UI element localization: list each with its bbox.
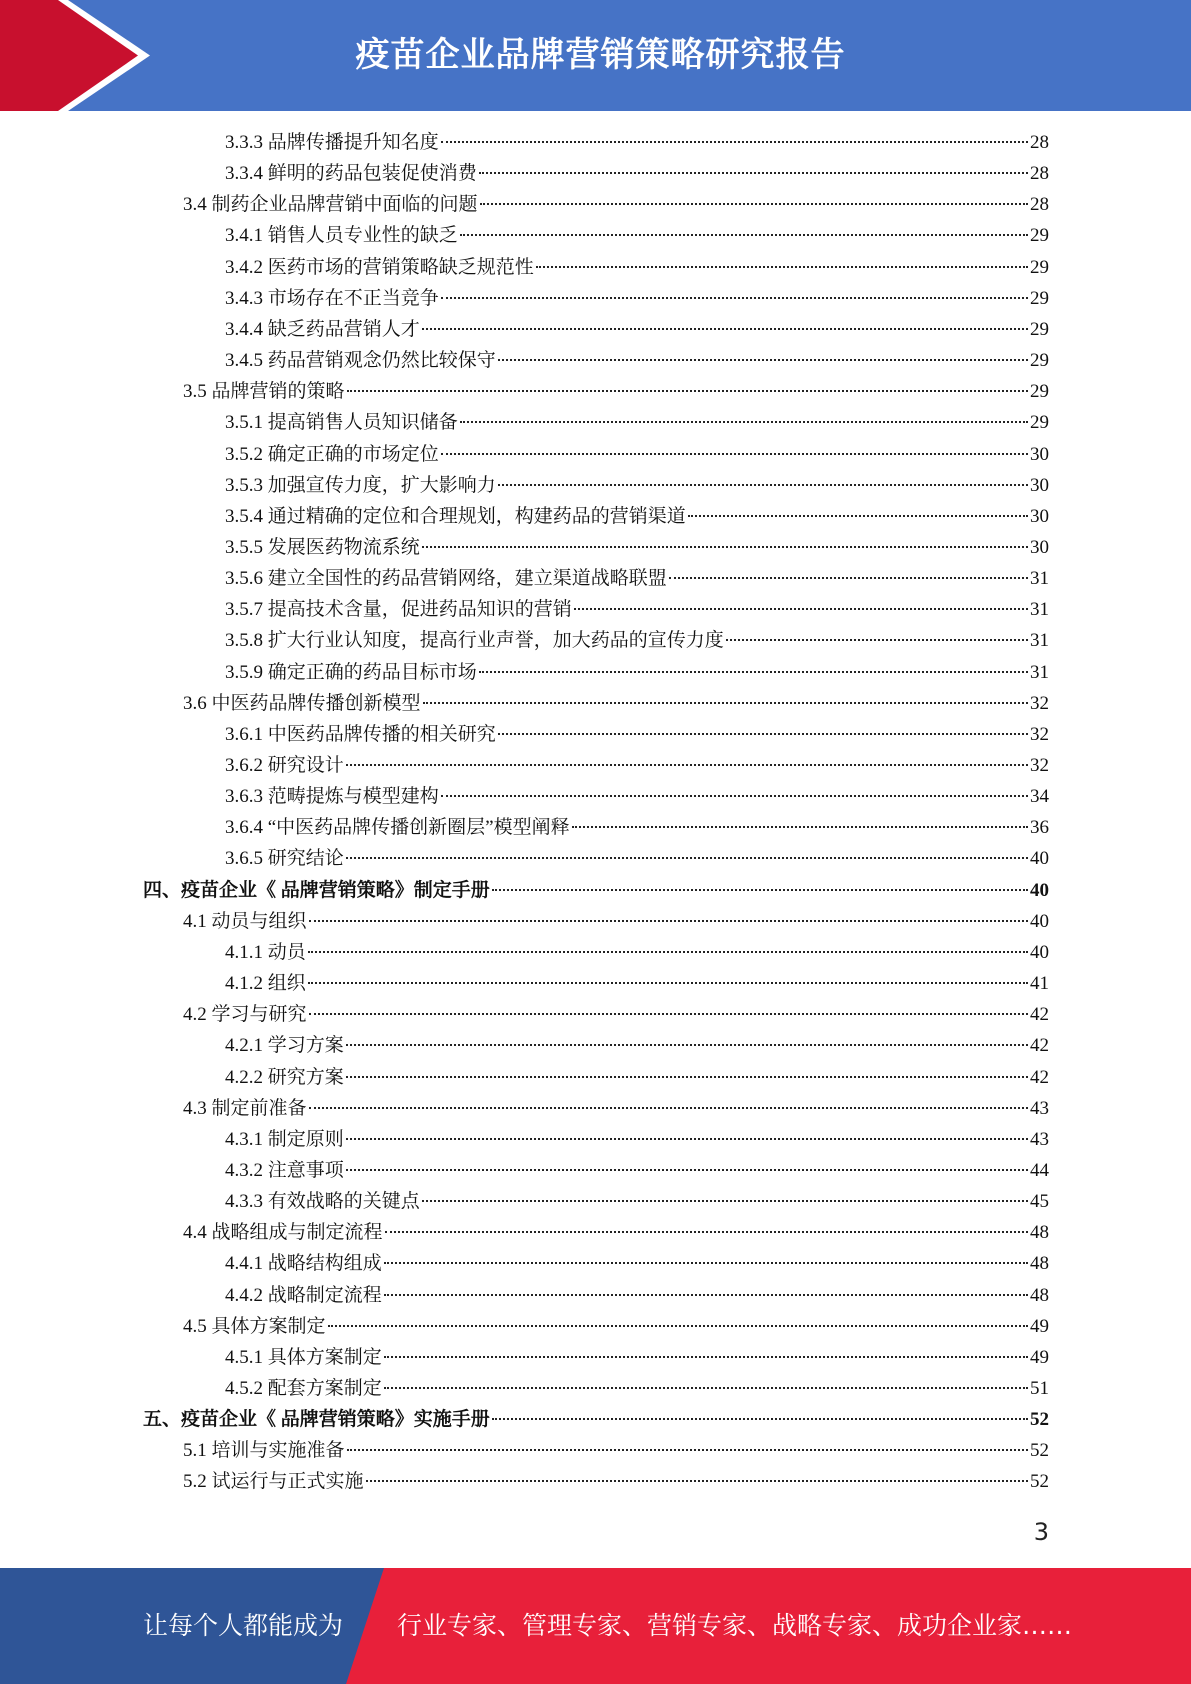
toc-entry[interactable]	[225, 1186, 1049, 1217]
toc-dot-leader	[498, 483, 1028, 486]
toc-entry-title: 3.6.5 研究结论	[225, 848, 344, 870]
toc-entry[interactable]	[225, 843, 1049, 874]
toc-entry-title: 3.6.4 “中医药品牌传播创新圈层”模型阐释	[225, 817, 570, 839]
toc-entry-page: 31	[1030, 599, 1049, 621]
toc-entry-title: 五、疫苗企业《 品牌营销策略》实施手册	[143, 1409, 490, 1431]
toc-entry[interactable]	[225, 158, 1049, 189]
toc-dot-leader	[347, 389, 1028, 392]
toc-dot-leader	[572, 825, 1028, 828]
toc-dot-leader	[726, 638, 1028, 641]
toc-entry-page: 29	[1030, 412, 1049, 434]
toc-dot-leader	[384, 1293, 1028, 1296]
toc-dot-leader	[346, 763, 1028, 766]
toc-dot-leader	[309, 1012, 1028, 1015]
toc-entry-page: 32	[1030, 755, 1049, 776]
toc-entry-page: 48	[1030, 1284, 1049, 1306]
toc-entry[interactable]	[225, 750, 1049, 781]
toc-entry-title: 3.5.9 确定正确的药品目标市场	[225, 661, 477, 683]
toc-dot-leader	[536, 265, 1028, 268]
toc-entry[interactable]	[225, 439, 1049, 470]
toc-dot-leader	[441, 296, 1028, 299]
toc-dot-leader	[347, 1448, 1028, 1451]
toc-dot-leader	[346, 1043, 1028, 1046]
toc-entry[interactable]	[225, 252, 1049, 283]
toc-dot-leader	[309, 919, 1028, 922]
toc-entry-page: 29	[1030, 318, 1049, 340]
toc-dot-leader	[574, 607, 1028, 610]
toc-entry-title: 3.4.3 市场存在不正当竞争	[225, 287, 439, 309]
toc-entry-title: 4.2.2 研究方案	[225, 1066, 344, 1088]
toc-entry-page: 49	[1030, 1346, 1049, 1368]
toc-entry-page: 29	[1030, 381, 1049, 403]
toc-entry-title: 4.3.1 制定原则	[225, 1128, 344, 1150]
toc-entry-title: 4.4.2 战略制定流程	[225, 1284, 382, 1306]
toc-dot-leader	[384, 1355, 1028, 1358]
toc-dot-leader	[328, 1324, 1028, 1327]
toc-entry-title: 4.2.1 学习方案	[225, 1035, 344, 1057]
toc-entry[interactable]	[225, 1030, 1049, 1061]
toc-entry-title: 3.5.6 建立全国性的药品营销网络，建立渠道战略联盟	[225, 568, 667, 590]
toc-entry[interactable]	[225, 1124, 1049, 1155]
toc-entry-title: 3.4.2 医药市场的营销策略缺乏规范性	[225, 256, 534, 278]
toc-entry-title: 3.4.1 销售人员专业性的缺乏	[225, 225, 458, 247]
toc-entry-page: 52	[1030, 1440, 1049, 1462]
toc-entry-page: 30	[1030, 474, 1049, 496]
toc-entry[interactable]	[183, 1466, 1049, 1497]
toc-entry[interactable]	[225, 657, 1049, 688]
toc-entry-title: 3.3.4 鲜明的药品包装促使消费	[225, 163, 477, 185]
toc-entry-title: 4.3 制定前准备	[183, 1097, 307, 1119]
toc-entry[interactable]	[225, 1342, 1049, 1373]
toc-dot-leader	[460, 233, 1028, 236]
toc-entry-title: 5.1 培训与实施准备	[183, 1440, 345, 1462]
toc-entry[interactable]	[225, 719, 1049, 750]
toc-dot-leader	[423, 701, 1028, 704]
toc-dot-leader	[479, 171, 1028, 174]
toc-entry-title: 3.5.7 提高技术含量，促进药品知识的营销	[225, 599, 572, 621]
toc-entry-page: 28	[1030, 163, 1049, 185]
toc-entry-page: 51	[1030, 1378, 1049, 1399]
toc-entry-page: 42	[1030, 1004, 1049, 1026]
toc-entry[interactable]	[225, 1248, 1049, 1279]
toc-entry-page: 30	[1030, 443, 1049, 465]
footer-slogan-right: 行业专家、管理专家、营销专家、战略专家、成功企业家……	[397, 1611, 1073, 1640]
toc-entry[interactable]	[183, 189, 1049, 220]
toc-entry-page: 29	[1030, 225, 1049, 247]
toc-entry-page: 29	[1030, 287, 1049, 309]
toc-entry[interactable]	[183, 1217, 1049, 1248]
toc-entry-title: 3.5.5 发展医药物流系统	[225, 536, 420, 558]
toc-entry-page: 43	[1030, 1097, 1049, 1119]
toc-entry[interactable]	[225, 532, 1049, 563]
toc-dot-leader	[498, 732, 1028, 735]
toc-entry-title: 4.3.2 注意事项	[225, 1159, 344, 1181]
toc-entry-title: 4.4 战略组成与制定流程	[183, 1222, 383, 1244]
toc-entry-page: 40	[1030, 941, 1049, 963]
toc-dot-leader	[498, 358, 1028, 361]
toc-entry-page: 30	[1030, 505, 1049, 527]
toc-entry-title: 3.6 中医药品牌传播创新模型	[183, 692, 421, 714]
footer-band	[0, 1568, 1191, 1684]
toc-entry[interactable]	[225, 314, 1049, 345]
toc-dot-leader	[480, 202, 1028, 205]
toc-entry-page: 52	[1030, 1471, 1049, 1493]
toc-entry[interactable]	[225, 127, 1049, 158]
toc-entry-title: 4.5.2 配套方案制定	[225, 1378, 382, 1399]
toc-entry-page: 31	[1030, 661, 1049, 683]
toc-entry-title: 4.4.1 战略结构组成	[225, 1253, 382, 1275]
toc-entry[interactable]	[225, 1155, 1049, 1186]
toc-entry-page: 45	[1030, 1191, 1049, 1213]
toc-dot-leader	[460, 420, 1028, 423]
toc-dot-leader	[384, 1386, 1028, 1389]
toc-entry-page: 30	[1030, 536, 1049, 558]
toc-entry-page: 42	[1030, 1066, 1049, 1088]
toc-entry[interactable]	[225, 1062, 1049, 1093]
toc-entry-page: 31	[1030, 568, 1049, 590]
toc-entry-title: 3.5.8 扩大行业认知度，提高行业声誉，加大药品的宣传力度	[225, 630, 724, 652]
toc-entry-title: 3.5.3 加强宣传力度，扩大影响力	[225, 474, 496, 496]
toc-dot-leader	[669, 576, 1028, 579]
toc-entry-page: 42	[1030, 1035, 1049, 1057]
toc-entry[interactable]	[225, 594, 1049, 625]
toc-entry[interactable]	[225, 968, 1049, 999]
toc-dot-leader	[422, 545, 1028, 548]
toc-entry-title: 4.1.2 组织	[225, 973, 306, 995]
toc-dot-leader	[492, 1417, 1028, 1420]
toc-entry-page: 36	[1030, 817, 1049, 839]
toc-entry-title: 3.5.2 确定正确的市场定位	[225, 443, 439, 465]
toc-entry-title: 4.5.1 具体方案制定	[225, 1346, 382, 1368]
toc-entry[interactable]	[225, 345, 1049, 376]
toc-dot-leader	[308, 981, 1028, 984]
toc-entry-page: 32	[1030, 723, 1049, 745]
footer-slogan-left: 让每个人都能成为	[143, 1611, 344, 1640]
toc-entry[interactable]	[225, 283, 1049, 314]
toc-entry-title: 3.4.5 药品营销观念仍然比较保守	[225, 350, 496, 372]
toc-dot-leader	[492, 888, 1028, 891]
toc-entry-title: 4.1.1 动员	[225, 941, 306, 963]
toc-dot-leader	[309, 1106, 1028, 1109]
toc-entry[interactable]	[225, 470, 1049, 501]
toc-dot-leader	[366, 1479, 1028, 1482]
toc-entry[interactable]	[225, 1373, 1049, 1404]
toc-entry-page: 49	[1030, 1315, 1049, 1337]
toc-dot-leader	[346, 856, 1028, 859]
toc-dot-leader	[441, 140, 1028, 143]
toc-entry-page: 29	[1030, 350, 1049, 372]
toc-entry-title: 4.5 具体方案制定	[183, 1315, 326, 1337]
toc-entry[interactable]	[225, 625, 1049, 656]
toc-dot-leader	[441, 794, 1028, 797]
toc-entry-title: 4.1 动员与组织	[183, 910, 307, 932]
toc-dot-leader	[308, 950, 1028, 953]
toc-entry[interactable]	[183, 1093, 1049, 1124]
toc-entry[interactable]	[225, 937, 1049, 968]
toc-dot-leader	[346, 1137, 1028, 1140]
toc-entry[interactable]	[225, 563, 1049, 594]
toc-entry-page: 28	[1030, 194, 1049, 216]
toc-entry-page: 41	[1030, 973, 1049, 995]
toc-dot-leader	[479, 670, 1028, 673]
toc-dot-leader	[422, 1199, 1028, 1202]
toc-entry-title: 5.2 试运行与正式实施	[183, 1471, 364, 1493]
toc-entry-page: 40	[1030, 879, 1049, 901]
toc-dot-leader	[346, 1168, 1028, 1171]
toc-entry-page: 48	[1030, 1222, 1049, 1244]
toc-entry-page: 40	[1030, 910, 1049, 932]
toc-entry[interactable]	[225, 781, 1049, 812]
toc-entry-title: 4.2 学习与研究	[183, 1004, 307, 1026]
toc-entry[interactable]	[225, 1280, 1049, 1311]
toc-entry[interactable]	[183, 1435, 1049, 1466]
toc-entry-page: 40	[1030, 848, 1049, 870]
toc-entry-page: 29	[1030, 256, 1049, 278]
toc-dot-leader	[385, 1230, 1028, 1233]
header-band	[0, 0, 1191, 111]
toc-entry-title: 3.5.1 提高销售人员知识储备	[225, 412, 458, 434]
toc-entry[interactable]	[183, 999, 1049, 1030]
toc-dot-leader	[441, 452, 1028, 455]
page-number: 3	[1033, 1518, 1049, 1546]
toc-entry-page: 28	[1030, 132, 1049, 153]
toc-dot-leader	[384, 1261, 1028, 1264]
toc-entry-title: 3.4.4 缺乏药品营销人才	[225, 318, 420, 340]
toc-entry-page: 34	[1030, 786, 1049, 808]
toc-entry-page: 31	[1030, 630, 1049, 652]
toc-entry-title: 3.4 制药企业品牌营销中面临的问题	[183, 194, 478, 216]
toc-entry-title: 四、疫苗企业《 品牌营销策略》制定手册	[143, 879, 490, 901]
toc-entry[interactable]	[143, 1404, 1049, 1435]
toc-entry-title: 3.5.4 通过精确的定位和合理规划，构建药品的营销渠道	[225, 505, 686, 527]
toc-entry-page: 52	[1030, 1409, 1049, 1431]
toc-dot-leader	[346, 1075, 1028, 1078]
toc-dot-leader	[422, 327, 1028, 330]
toc-entry[interactable]	[183, 376, 1049, 407]
toc-entry-title: 3.3.3 品牌传播提升知名度	[225, 132, 439, 153]
toc-entry-page: 43	[1030, 1128, 1049, 1150]
toc-entry-page: 44	[1030, 1159, 1049, 1181]
toc-entry[interactable]	[225, 501, 1049, 532]
toc-entry-title: 3.6.2 研究设计	[225, 755, 344, 776]
toc-entry-title: 4.3.3 有效战略的关键点	[225, 1191, 420, 1213]
toc-entry[interactable]	[225, 407, 1049, 438]
toc-entry[interactable]	[183, 906, 1049, 937]
toc-entry[interactable]	[183, 1311, 1049, 1342]
toc-entry-page: 32	[1030, 692, 1049, 714]
toc-entry[interactable]	[225, 812, 1049, 843]
toc-entry-title: 3.5 品牌营销的策略	[183, 381, 345, 403]
toc-entry-page: 48	[1030, 1253, 1049, 1275]
document-title: 疫苗企业品牌营销策略研究报告	[355, 35, 846, 75]
toc-entry-title: 3.6.3 范畴提炼与模型建构	[225, 786, 439, 808]
toc-entry[interactable]	[183, 688, 1049, 719]
toc-dot-leader	[688, 514, 1028, 517]
toc-entry-title: 3.6.1 中医药品牌传播的相关研究	[225, 723, 496, 745]
toc-entry[interactable]	[225, 220, 1049, 251]
toc-entry[interactable]	[143, 875, 1049, 906]
